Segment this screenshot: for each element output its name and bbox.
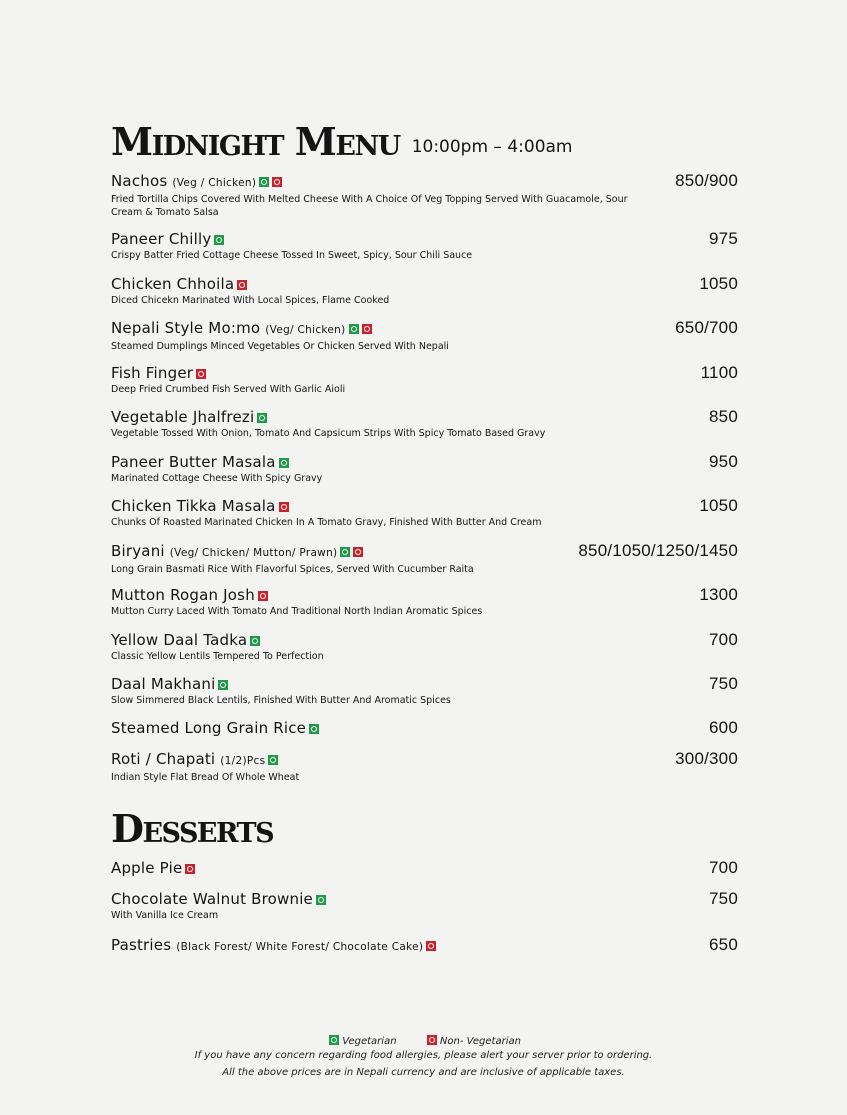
item-price: 1300 (699, 585, 738, 604)
item-name-line (111, 859, 738, 877)
item-name: Paneer Chilly (111, 230, 212, 248)
item-name: Mutton Rogan Josh (111, 586, 255, 604)
item-description: Vegetable Tossed With Onion, Tomato And Capsicum Strips With Spicy Tomato Based Gravy (111, 428, 546, 439)
item-price: 1100 (700, 363, 738, 382)
item-name: Chicken Tikka Masala (111, 497, 276, 515)
item-name-line (111, 719, 738, 737)
midnight-menu-item (111, 408, 738, 440)
midnight-menu-hours: 10:00pm – 4:00am (411, 137, 573, 157)
veg-mark-icon (257, 413, 267, 423)
item-price: 650 (709, 935, 738, 954)
veg-mark-icon (279, 458, 289, 468)
item-name-line (111, 172, 738, 192)
item-description: Slow Simmered Black Lentils, Finished With Butter And Aromatic Spices (111, 695, 451, 706)
legend-veg (326, 1036, 397, 1047)
item-options: (Veg/ Chicken) (265, 324, 346, 336)
item-name-line (111, 631, 738, 649)
nonveg-mark-icon (258, 591, 268, 601)
item-name-line (111, 750, 738, 770)
midnight-menu-item (111, 719, 738, 737)
item-name: Daal Makhani (111, 675, 216, 693)
midnight-menu-item (111, 631, 738, 663)
item-description: With Vanilla Ice Cream (111, 910, 219, 921)
item-name: Steamed Long Grain Rice (111, 719, 307, 737)
item-price: 750 (709, 889, 738, 908)
midnight-menu-item (111, 750, 738, 784)
item-options: (Veg / Chicken) (172, 177, 257, 189)
item-price: 600 (709, 718, 738, 737)
midnight-menu-heading (111, 119, 573, 164)
veg-mark-icon (340, 547, 350, 557)
desserts-heading (111, 806, 273, 851)
veg-mark-icon (268, 755, 278, 765)
legend-nonveg (424, 1036, 521, 1047)
item-price: 850 (709, 407, 738, 426)
item-name: Nachos (111, 172, 168, 190)
item-name-line (111, 230, 738, 248)
nonveg-mark-icon (362, 324, 372, 334)
midnight-menu-item (111, 497, 738, 529)
price-note: All the above prices are in Nepali currency and are inclusive of applicable taxes. (222, 1067, 625, 1078)
midnight-menu-item (111, 675, 738, 707)
veg-mark-icon (316, 895, 326, 905)
item-description: Steamed Dumplings Minced Vegetables Or Chicken Served With Nepali (111, 341, 449, 352)
veg-mark-icon (329, 1035, 339, 1045)
item-options: (Black Forest/ White Forest/ Chocolate Cake) (176, 941, 424, 953)
item-price: 700 (709, 630, 738, 649)
item-name-line (111, 453, 738, 471)
legend (0, 1035, 847, 1047)
veg-mark-icon (309, 724, 319, 734)
item-name-line (111, 890, 738, 908)
item-price: 650/700 (675, 318, 738, 337)
nonveg-mark-icon (353, 547, 363, 557)
item-name-line (111, 319, 738, 339)
midnight-menu-item (111, 230, 738, 262)
item-price: 1050 (699, 274, 738, 293)
veg-mark-icon (214, 235, 224, 245)
item-description: Mutton Curry Laced With Tomato And Traditional North Indian Aromatic Spices (111, 606, 483, 617)
item-options: (1/2)Pcs (220, 755, 266, 767)
item-description: Classic Yellow Lentils Tempered To Perfection (111, 651, 324, 662)
item-options: (Veg/ Chicken/ Mutton/ Prawn) (169, 547, 338, 559)
item-name: Fish Finger (111, 364, 194, 382)
item-price: 1050 (699, 496, 738, 515)
item-price: 300/300 (675, 749, 738, 768)
item-name-line (111, 364, 738, 382)
desserts-menu-item (111, 859, 738, 877)
item-description: Marinated Cottage Cheese With Spicy Gravy (111, 473, 323, 484)
midnight-menu-title: Midnight Menu (111, 119, 400, 164)
nonveg-mark-icon (426, 941, 436, 951)
item-name: Chicken Chhoila (111, 275, 235, 293)
midnight-menu-item (111, 275, 738, 307)
nonveg-mark-icon (279, 502, 289, 512)
nonveg-mark-icon (196, 369, 206, 379)
midnight-menu-item (111, 172, 738, 219)
item-description: Chunks Of Roasted Marinated Chicken In A Tomato Gravy, Finished With Butter And Cream (111, 517, 542, 528)
item-name: Apple Pie (111, 859, 183, 877)
midnight-menu-item (111, 319, 738, 353)
item-name: Vegetable Jhalfrezi (111, 408, 255, 426)
item-description: Crispy Batter Fried Cottage Cheese Tossed In Sweet, Spicy, Sour Chili Sauce (111, 250, 473, 261)
item-price: 850/1050/1250/1450 (578, 541, 738, 560)
desserts-title: Desserts (111, 806, 274, 851)
item-name: Biryani (111, 542, 165, 560)
item-name-line (111, 275, 738, 293)
item-price: 850/900 (675, 171, 738, 190)
midnight-menu-item (111, 542, 738, 576)
item-name: Paneer Butter Masala (111, 453, 276, 471)
nonveg-mark-icon (272, 177, 282, 187)
veg-mark-icon (349, 324, 359, 334)
midnight-menu-item (111, 364, 738, 396)
item-name-line (111, 675, 738, 693)
item-price: 700 (709, 858, 738, 877)
item-description: Fried Tortilla Chips Covered With Melted Cheese With A Choice Of Veg Topping Served With Guacamole, Sour Cream & Tomato Salsa (111, 194, 628, 218)
item-name-line (111, 586, 738, 604)
item-name-line (111, 408, 738, 426)
midnight-menu-item (111, 586, 738, 618)
allergy-note: If you have any concern regarding food allergies, please alert your server prior to ordering. (194, 1050, 653, 1061)
desserts-menu-item (111, 936, 738, 956)
item-price: 975 (709, 229, 738, 248)
nonveg-mark-icon (427, 1035, 437, 1045)
item-name: Chocolate Walnut Brownie (111, 890, 313, 908)
legend-nonveg-label: Non- Vegetarian (439, 1036, 521, 1047)
item-description: Indian Style Flat Bread Of Whole Wheat (111, 772, 300, 783)
item-name: Pastries (111, 936, 172, 954)
desserts-menu-item (111, 890, 738, 922)
item-name-line (111, 936, 738, 956)
item-description: Deep Fried Crumbed Fish Served With Garlic Aioli (111, 384, 346, 395)
item-name: Roti / Chapati (111, 750, 216, 768)
veg-mark-icon (259, 177, 269, 187)
legend-veg-label: Vegetarian (342, 1036, 397, 1047)
item-description: Diced Chicekn Marinated With Local Spices, Flame Cooked (111, 295, 390, 306)
nonveg-mark-icon (237, 280, 247, 290)
veg-mark-icon (218, 680, 228, 690)
item-name: Nepali Style Mo:mo (111, 319, 261, 337)
midnight-menu-item (111, 453, 738, 485)
item-description: Long Grain Basmati Rice With Flavorful Spices, Served With Cucumber Raita (111, 564, 474, 575)
veg-mark-icon (250, 636, 260, 646)
item-name-line (111, 497, 738, 515)
item-price: 750 (709, 674, 738, 693)
item-name: Yellow Daal Tadka (111, 631, 248, 649)
nonveg-mark-icon (185, 864, 195, 874)
item-price: 950 (709, 452, 738, 471)
